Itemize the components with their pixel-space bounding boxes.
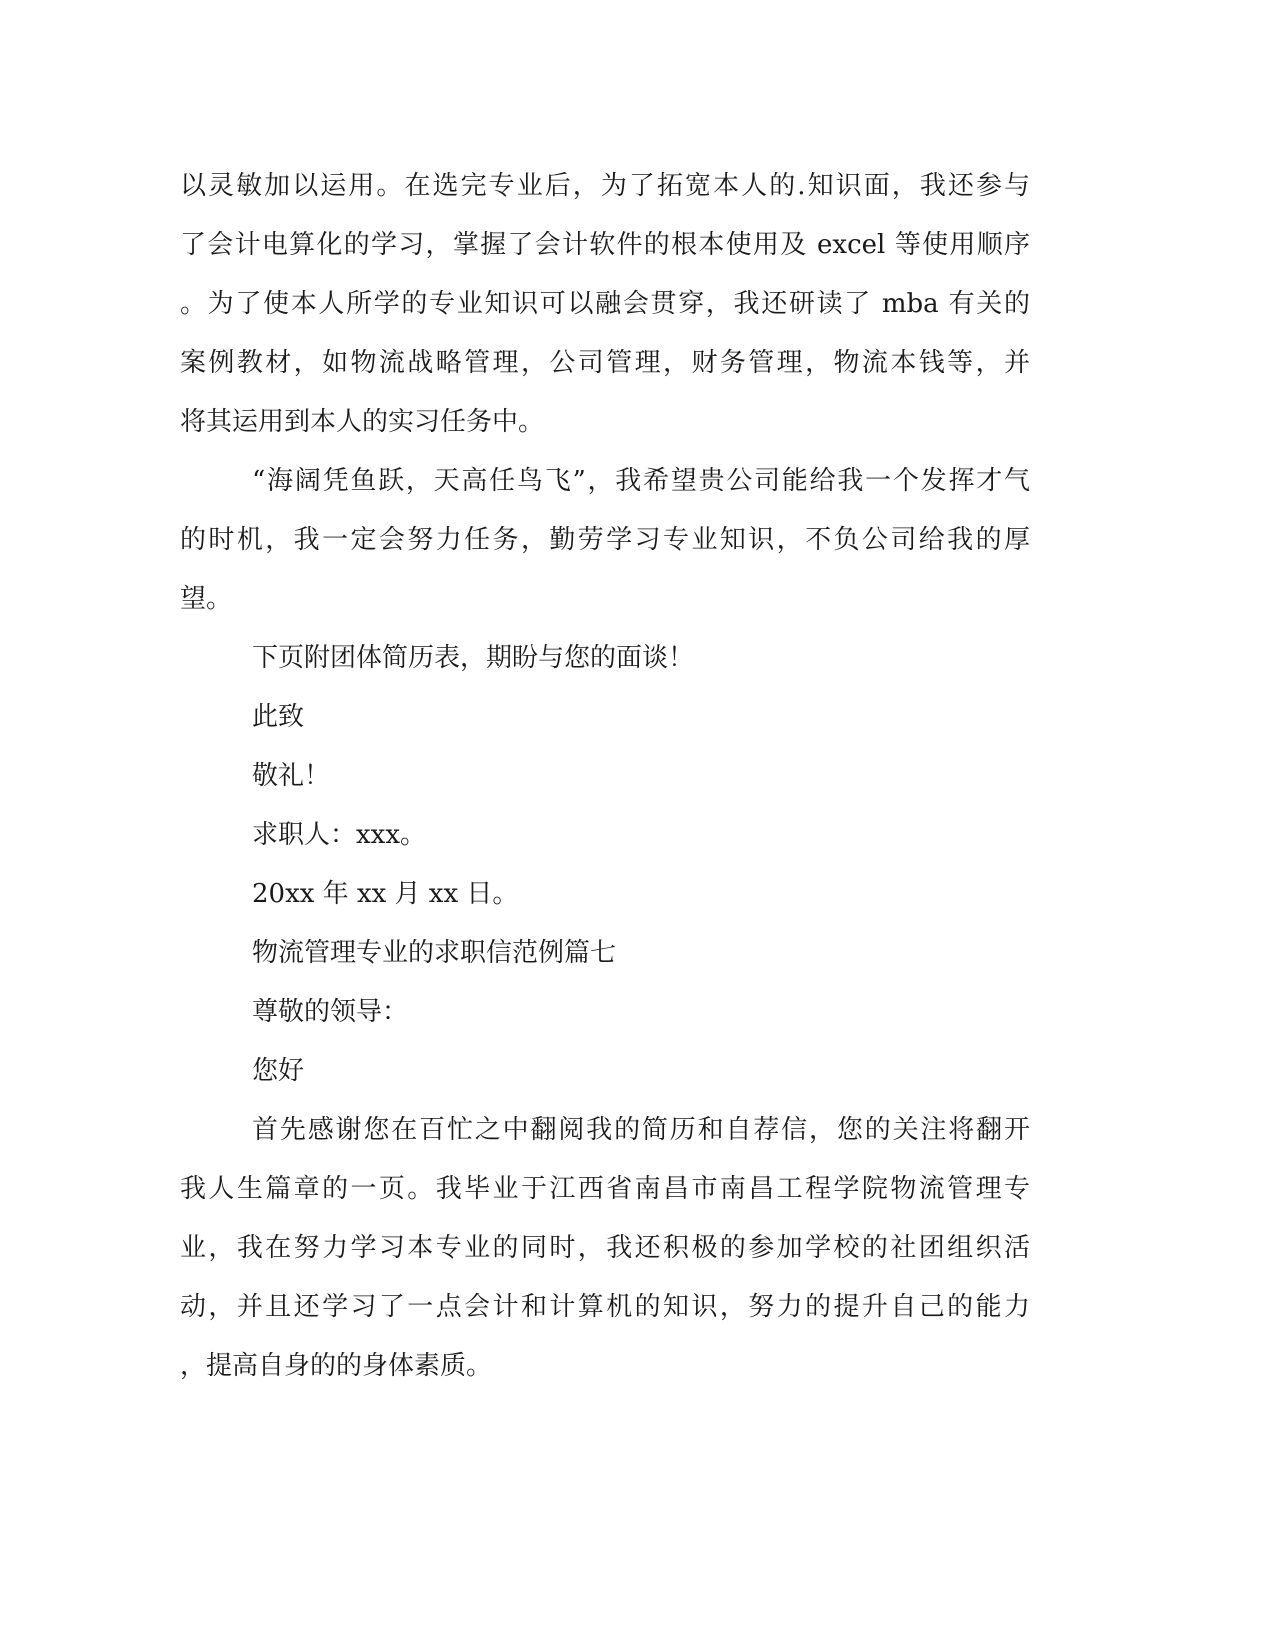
paragraph-line: 我人生篇章的一页。我毕业于江西省南昌市南昌工程学院物流管理专 — [180, 1174, 1030, 1204]
paragraph-line: 将其运用到本人的实习任务中。 — [180, 407, 545, 437]
paragraph-line: 。为了使本人所学的专业知识可以融会贯穿，我还研读了 mba 有关的 — [180, 289, 1030, 319]
paragraph-line: 动，并且还学习了一点会计和计算机的知识，努力的提升自己的能力 — [180, 1292, 1030, 1322]
document-body — [180, 157, 1030, 1396]
paragraph-line: 业，我在努力学习本专业的同时，我还积极的参加学校的社团组织活 — [180, 1233, 1030, 1263]
paragraph-line: “海阔凭鱼跃，天高任鸟飞”，我希望贵公司能给我一个发挥才气 — [252, 466, 1030, 496]
paragraph-line: 望。 — [180, 584, 233, 614]
signature: 求职人：xxx。 — [252, 820, 426, 850]
section-title: 物流管理专业的求职信范例篇七 — [252, 938, 617, 968]
salutation: 尊敬的领导： — [252, 997, 409, 1027]
paragraph-line: 首先感谢您在百忙之中翻阅我的简历和自荐信，您的关注将翻开 — [252, 1115, 1030, 1145]
paragraph-line: 了会计电算化的学习，掌握了会计软件的根本使用及 excel 等使用顺序 — [180, 230, 1030, 260]
closing-line: 敬礼！ — [252, 761, 331, 791]
greeting: 您好 — [252, 1056, 305, 1086]
paragraph-line: ，提高自身的的身体素质。 — [180, 1351, 493, 1381]
paragraph-line: 案例教材，如物流战略管理，公司管理，财务管理，物流本钱等，并 — [180, 348, 1030, 378]
paragraph-line: 以灵敏加以运用。在选完专业后，为了拓宽本人的.知识面，我还参与 — [180, 171, 1030, 201]
paragraph-line: 的时机，我一定会努力任务，勤劳学习专业知识，不负公司给我的厚 — [180, 525, 1030, 555]
closing-line: 此致 — [252, 702, 305, 732]
attachment-note: 下页附团体简历表，期盼与您的面谈！ — [252, 643, 695, 673]
date: 20xx 年 xx 月 xx 日。 — [252, 879, 519, 909]
